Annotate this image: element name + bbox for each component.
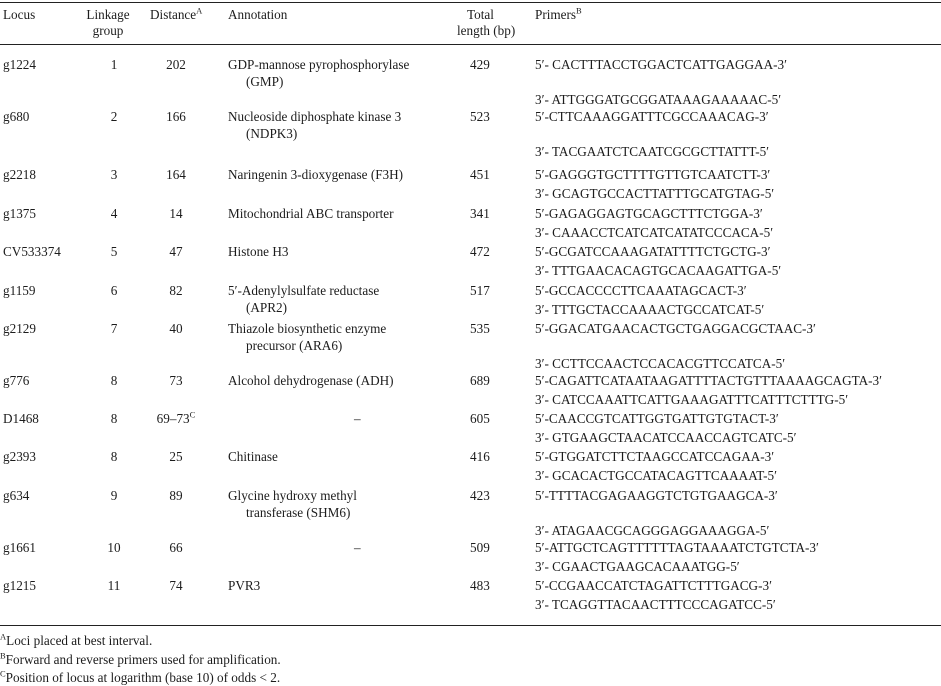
locus-cell: g1375: [3, 206, 36, 221]
forward-primer: 5′-GGACATGAACACTGCTGAGGACGCTAAC-3′: [535, 321, 816, 336]
distance-cell: 166: [166, 109, 186, 124]
forward-primer: 5′-CAGATTCATAATAAGATTTTACTGTTTAAAAGCAGTA-3′: [535, 373, 882, 388]
header-distance: Distance$^A$: [150, 5, 203, 22]
distance-cell: 14: [169, 206, 183, 221]
forward-primer: 5′-CTTCAAAGGATTTCGCCAAACAG-3′: [535, 109, 769, 124]
reverse-primer: 3′- GCAGTGCCACTTATTTGCATGTAG-5′: [535, 186, 775, 201]
forward-primer: 5′-CCGAACCATCTAGATTCTTTGACG-3′: [535, 578, 772, 593]
annotation-line: Thiazole biosynthetic enzyme: [228, 321, 387, 336]
distance-cell: $69-73^C$: [156, 409, 196, 426]
linkage-group-cell: 9: [110, 488, 118, 503]
forward-primer: 5′-GCGATCCAAAGATATTTTCTGCTG-3′: [535, 244, 771, 259]
reverse-primer: 3′- ATAGAACGCAGGGAGGAAAGGA-5′: [535, 523, 770, 538]
distance-cell: 89: [169, 488, 183, 503]
linkage-group-cell: 2: [110, 109, 118, 124]
total-length-cell: 517: [470, 283, 490, 298]
locus-cell: g1159: [3, 283, 36, 298]
annotation-line: (NDPK3): [246, 126, 298, 141]
annotation-line: (GMP): [246, 74, 284, 89]
locus-cell: g634: [3, 488, 30, 503]
linkage-group-cell: 11: [107, 578, 121, 593]
linkage-group-cell: 4: [110, 206, 118, 221]
reverse-primer: 3′- CATCCAAATTCATTGAAAGATTTCATTTCTTTG-5′: [535, 392, 849, 407]
forward-primer: 5′-GAGGGTGCTTTTGTTGTCAATCTT-3′: [535, 167, 771, 182]
annotation-line: Histone H3: [228, 244, 289, 259]
annotation-line: Chitinase: [228, 449, 278, 464]
reverse-primer: 3′- GCACACTGCCATACAGTTCAAAAT-5′: [535, 468, 777, 483]
reverse-primer: 3′- CAAACCTCATCATCATATCCCACA-5′: [535, 225, 774, 240]
annotation-line: Naringenin 3-dioxygenase (F3H): [228, 167, 404, 182]
footnote: $^A$Loci placed at best interval.: [0, 631, 153, 648]
locus-cell: g1215: [3, 578, 36, 593]
distance-cell: 47: [169, 244, 183, 259]
total-length-cell: 523: [470, 109, 490, 124]
distance-cell: 25: [169, 449, 183, 464]
linkage-group-cell: 3: [110, 167, 118, 182]
reverse-primer: 3′- CGAACTGAAGCACAAATGG-5′: [535, 559, 740, 574]
locus-cell: g776: [3, 373, 30, 388]
locus-cell: g2129: [3, 321, 36, 336]
header-total-line2: length (bp): [457, 23, 516, 38]
distance-cell: 202: [166, 57, 186, 72]
header-annotation: Annotation: [228, 7, 288, 22]
annotation-line: Mitochondrial ABC transporter: [228, 206, 394, 221]
header-linkage-line2: group: [92, 23, 124, 38]
footnote: $^C$Position of locus at logarithm (base 10) of odds < 2.: [0, 668, 281, 685]
forward-primer: 5′-ATTGCTCAGTTTTTTAGTAAAATCTGTCTA-3′: [535, 540, 819, 555]
linkage-group-cell: 1: [110, 57, 118, 72]
total-length-cell: 451: [470, 167, 490, 182]
reverse-primer: 3′- TCAGGTTACAACTTTCCCAGATCC-5′: [535, 597, 776, 612]
locus-cell: CV533374: [3, 244, 61, 259]
reverse-primer: 3′- TTTGCTACCAAAACTGCCATCAT-5′: [535, 302, 765, 317]
annotation-line: Glycine hydroxy methyl: [228, 488, 357, 503]
locus-cell: g2218: [3, 167, 36, 182]
reverse-primer: 3′- TACGAATCTCAATCGCGCTTATTT-5′: [535, 144, 770, 159]
total-length-cell: 429: [470, 57, 490, 72]
locus-cell: g680: [3, 109, 30, 124]
reverse-primer: 3′- TTTGAACACAGTGCACAAGATTGA-5′: [535, 263, 782, 278]
total-length-cell: 472: [470, 244, 490, 259]
locus-cell: g1224: [3, 57, 36, 72]
linkage-group-cell: 8: [110, 373, 118, 388]
header-primers: Primers$^B$: [535, 5, 582, 22]
total-length-cell: 483: [470, 578, 490, 593]
distance-cell: 164: [166, 167, 186, 182]
linkage-group-cell: 8: [110, 411, 118, 426]
forward-primer: 5′-GCCACCCCTTCAAATAGCACT-3′: [535, 283, 747, 298]
distance-cell: 74: [169, 578, 183, 593]
total-length-cell: 535: [470, 321, 490, 336]
forward-primer: 5′-GTGGATCTTCTAAGCCATCCAGAA-3′: [535, 449, 775, 464]
locus-cell: g1661: [3, 540, 36, 555]
distance-cell: 40: [169, 321, 183, 336]
total-length-cell: 416: [470, 449, 490, 464]
linkage-group-cell: 10: [107, 540, 121, 555]
locus-cell: D1468: [3, 411, 39, 426]
total-length-cell: 689: [470, 373, 490, 388]
header-total-line1: Total: [467, 7, 494, 22]
forward-primer: 5′-GAGAGGAGTGCAGCTTTCTGGA-3′: [535, 206, 763, 221]
forward-primer: 5′- CACTTTACCTGGACTCATTGAGGAA-3′: [535, 57, 787, 72]
forward-primer: 5′-TTTTACGAGAAGGTCTGTGAAGCA-3′: [535, 488, 778, 503]
header-locus: Locus: [3, 7, 36, 22]
linkage-group-cell: 7: [110, 321, 118, 336]
annotation-line: transferase (SHM6): [246, 505, 351, 520]
footnote: $^B$Forward and reverse primers used for amplification.: [0, 650, 281, 667]
annotation-line: (APR2): [246, 300, 288, 315]
reverse-primer: 3′- ATTGGGATGCGGATAAAGAAAAAC-5′: [535, 92, 782, 107]
distance-cell: 73: [169, 373, 183, 388]
annotation-line: –: [354, 540, 361, 555]
annotation-line: 5′-Adenylylsulfate reductase: [228, 283, 380, 298]
total-length-cell: 423: [470, 488, 490, 503]
linkage-group-cell: 6: [110, 283, 118, 298]
locus-cell: g2393: [3, 449, 36, 464]
reverse-primer: 3′- GTGAAGCTAACATCCAACCAGTCATC-5′: [535, 430, 797, 445]
distance-cell: 82: [169, 283, 183, 298]
reverse-primer: 3′- CCTTCCAACTCCACACGTTCCATCA-5′: [535, 356, 786, 371]
forward-primer: 5′-CAACCGTCATTGGTGATTGTGTACT-3′: [535, 411, 779, 426]
annotation-line: precursor (ARA6): [246, 338, 343, 353]
annotation-line: –: [354, 411, 361, 426]
total-length-cell: 509: [470, 540, 490, 555]
linkage-group-cell: 5: [110, 244, 118, 259]
annotation-line: Alcohol dehydrogenase (ADH): [228, 373, 394, 388]
linkage-group-cell: 8: [110, 449, 118, 464]
distance-cell: 66: [169, 540, 183, 555]
annotation-line: PVR3: [228, 578, 261, 593]
total-length-cell: 605: [470, 411, 490, 426]
annotation-line: GDP-mannose pyrophosphorylase: [228, 57, 410, 72]
total-length-cell: 341: [470, 206, 490, 221]
header-linkage-line1: Linkage: [86, 7, 130, 22]
annotation-line: Nucleoside diphosphate kinase 3: [228, 109, 402, 124]
